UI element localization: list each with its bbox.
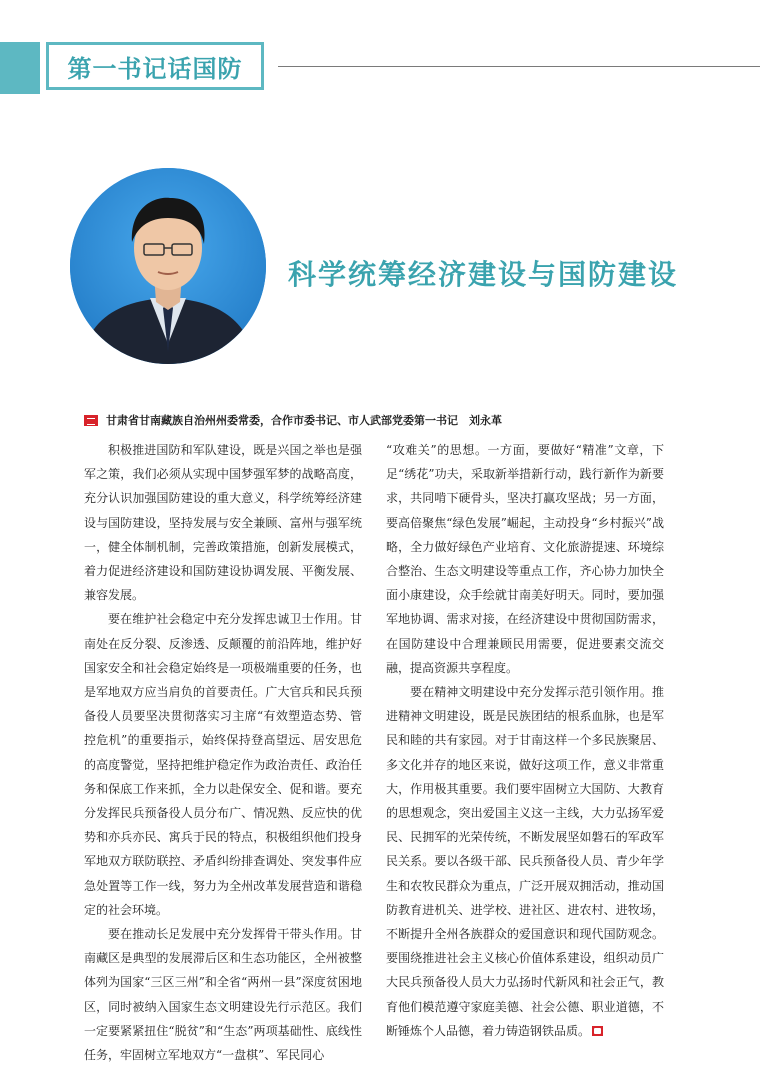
paragraph xyxy=(386,680,664,1043)
paragraph: 要在推动长足发展中充分发挥骨干带头作用。甘南藏区是典型的发展滞后区和生态功能区，全州被整体列为国家“三区三州”和全省“两州一县”深度贫困地区，同时被纳入国家生态文明建设先行示范区。我们一定要紧紧扭住“脱贫”和“生态”两项基础性、底线性任务，牢固树立军地双方“一盘棋”、军民同心 xyxy=(84,927,362,1063)
section-header xyxy=(46,42,264,90)
byline xyxy=(84,412,502,428)
end-mark-icon xyxy=(592,1026,603,1036)
right-column xyxy=(386,438,664,1043)
paragraph-text: 要在精神文明建设中充分发挥示范引领作用。推进精神文明建设，既是民族团结的根系血脉，也是军民和睦的共有家园。对于甘南这样一个多民族聚居、多文化并存的地区来说，做好这项工作，意义非常重大，作用极其重要。我们要牢固树立大国防、大教育的思想观念，突出爱国主义这一主线，大力弘扬军爱民、民拥军的光荣传统，不断发展坚如磐石的军政军民关系。要以各级干部、民兵预备役人员、青少年学生和农牧民群众为重点，广泛开展双拥活动，推动国防教育进机关、进学校、进社区、进农村、进牧场，不断提升全州各族群众的爱国意识和现代国防观念。要围绕推进社会主义核心价值体系建设，组织动员广大民兵预备役人员大力弘扬时代新风和社会正气，教育他们模范遵守家庭美德、社会公德、职业道德，不断锤炼个人品德，着力铸造钢铁品质。 xyxy=(386,685,664,1038)
author-portrait xyxy=(70,168,266,364)
section-accent-bar xyxy=(0,42,40,94)
paragraph: 积极推进国防和军队建设，既是兴国之举也是强军之策，我们必须从实现中国梦强军梦的战略高度，充分认识加强国防建设的重大意义，科学统筹经济建设与国防建设，坚持发展与安全兼顾、富州与强军统一，健全体制机制，完善政策措施，创新发展模式，着力促进经济建设和国防建设协调发展、平衡发展、兼容发展。 xyxy=(84,443,362,603)
left-column xyxy=(84,438,362,1067)
paragraph: 要在维护社会稳定中充分发挥忠诚卫士作用。甘南处在反分裂、反渗透、反颠覆的前沿阵地，维护好国家安全和社会稳定始终是一项极端重要的任务，也是军地双方应当肩负的首要责任。广大官兵和民兵预备役人员要坚决贯彻落实习主席“有效塑造态势、管控危机”的重要指示，始终保持登高望远、居安思危的高度警觉，坚持把维护稳定作为政治责任、政治任务和保底工作来抓，全力以赴保安全、促和谐。要充分发挥民兵预备役人员分布广、情况熟、反应快的优势和亦兵亦民、寓兵于民的特点，积极组织他们投身军地双方联防联控、矛盾纠纷排查调处、突发事件应急处置等工作一线，努力为全州改革发展营造和谐稳定的社会环境。 xyxy=(84,612,362,917)
byline-text: 甘肃省甘南藏族自治州州委常委，合作市委书记、市人武部党委第一书记 刘永革 xyxy=(106,414,502,427)
portrait-image xyxy=(70,168,266,364)
section-title: 第一书记话国防 xyxy=(67,54,243,83)
article-title: 科学统筹经济建设与国防建设 xyxy=(288,258,679,291)
paragraph: “攻难关”的思想。一方面，要做好“精准”文章，下足“绣花”功夫，采取新举措新行动，践行新作为新要求，共同啃下硬骨头，坚决打赢攻坚战；另一方面，要高倍聚焦“绿色发展”崛起，主动投身“乡村振兴”战略，全力做好绿色产业培育、文化旅游提速、环境综合整治、生态文明建设等重点工作，齐心协力加快全面小康建设，众手绘就甘南美好明天。同时，要加强军地协调、需求对接，在经济建设中贯彻国防需求，在国防建设中合理兼顾民用需要，促进要素交流交融，提高资源共享程度。 xyxy=(386,443,664,675)
red-square-marker-icon xyxy=(84,415,98,426)
header-divider xyxy=(278,66,760,67)
